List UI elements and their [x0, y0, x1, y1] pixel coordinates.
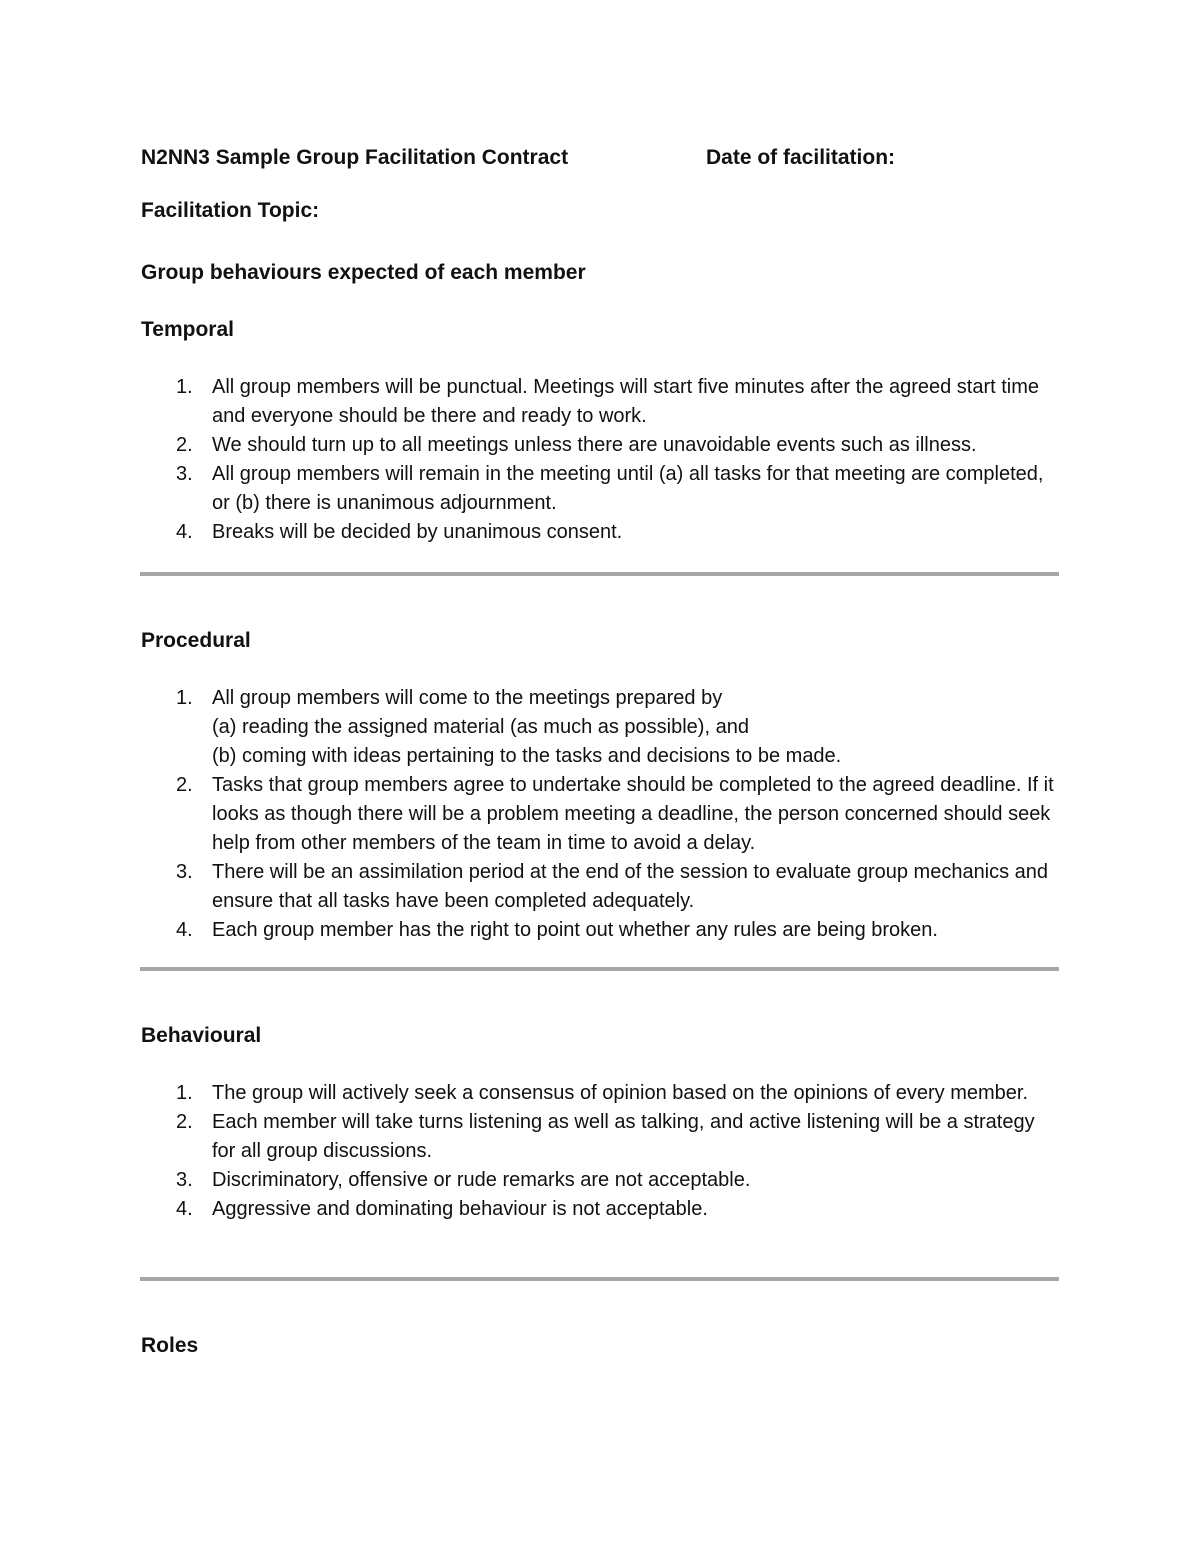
list-item-text: The group will actively seek a consensus of opinion based on the opinions of every member.: [212, 1082, 1029, 1104]
list-item: [176, 1079, 1056, 1108]
list-item-number: 3.: [176, 861, 193, 883]
list-item: [176, 431, 1056, 460]
list-item-text: Each member will take turns listening as well as talking, and active listening will be a strategy for all group discussions.: [212, 1111, 1035, 1162]
list-item-number: 4.: [176, 521, 193, 543]
list-item-text: Discriminatory, offensive or rude remarks are not acceptable.: [212, 1169, 751, 1191]
list-item: [176, 460, 1056, 518]
list-item-text: Tasks that group members agree to undertake should be completed to the agreed deadline. If it looks as though there will be a problem meeting a deadline, the person concerned should seek help from other members of the team in time to avoid a delay.: [212, 774, 1054, 854]
list-item: [176, 1108, 1056, 1166]
list-item: [176, 373, 1056, 431]
list-item: [176, 518, 1056, 547]
temporal-list: [176, 373, 1056, 547]
list-item: [176, 684, 1056, 771]
list-item-subline: (a) reading the assigned material (as much as possible), and: [212, 716, 749, 738]
list-item-number: 1.: [176, 376, 193, 398]
section-divider: [140, 572, 1059, 576]
behavioural-list: [176, 1079, 1056, 1224]
list-item-number: 4.: [176, 1198, 193, 1220]
section-heading-procedural: Procedural: [141, 629, 251, 652]
list-item-text: We should turn up to all meetings unless there are unavoidable events such as illness.: [212, 434, 977, 456]
list-item-number: 3.: [176, 1169, 193, 1191]
section-heading-roles: Roles: [141, 1334, 199, 1357]
list-item-text: There will be an assimilation period at the end of the session to evaluate group mechanics and ensure that all tasks have been completed adequately.: [212, 861, 1049, 912]
list-item-number: 3.: [176, 463, 193, 485]
date-of-facilitation-label: Date of facilitation:: [706, 146, 896, 169]
list-item-number: 1.: [176, 1082, 193, 1104]
list-item: [176, 771, 1056, 858]
section-heading-temporal: Temporal: [141, 318, 234, 341]
list-item-text: Aggressive and dominating behaviour is not acceptable.: [212, 1198, 708, 1220]
list-item-text: All group members will come to the meetings prepared by: [212, 687, 723, 709]
list-item-number: 2.: [176, 434, 193, 456]
facilitation-topic-label: Facilitation Topic:: [141, 199, 320, 222]
procedural-list: [176, 684, 1056, 945]
list-item-number: 2.: [176, 1111, 193, 1133]
list-item-text: Each group member has the right to point out whether any rules are being broken.: [212, 919, 938, 941]
list-item-text: All group members will be punctual. Meetings will start five minutes after the agreed start time and everyone should be there and ready to work.: [212, 376, 1040, 427]
list-item: [176, 1166, 1056, 1195]
list-item: [176, 1195, 1056, 1224]
list-item: [176, 858, 1056, 916]
list-item-text: All group members will remain in the meeting until (a) all tasks for that meeting are completed, or (b) there is unanimous adjournment.: [212, 463, 1044, 514]
document-title: N2NN3 Sample Group Facilitation Contract: [141, 146, 569, 169]
section-heading-behavioural: Behavioural: [141, 1024, 262, 1047]
section-divider: [140, 967, 1059, 971]
list-item-subline: (b) coming with ideas pertaining to the tasks and decisions to be made.: [212, 745, 842, 767]
list-item-text: Breaks will be decided by unanimous consent.: [212, 521, 623, 543]
list-item-number: 2.: [176, 774, 193, 796]
list-item: [176, 916, 1056, 945]
section-divider: [140, 1277, 1059, 1281]
list-item-number: 4.: [176, 919, 193, 941]
intro-heading: Group behaviours expected of each member: [141, 261, 586, 284]
list-item-number: 1.: [176, 687, 193, 709]
